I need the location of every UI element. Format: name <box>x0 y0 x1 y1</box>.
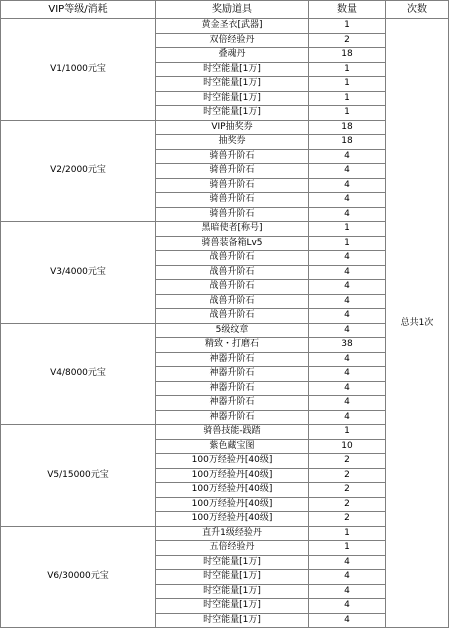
header-times: 次数 <box>386 1 449 19</box>
reward-item-cell: 时空能量[1万] <box>156 613 309 628</box>
quantity-cell: 4 <box>309 367 386 382</box>
quantity-cell: 1 <box>309 541 386 556</box>
reward-item-cell: 抽奖券 <box>156 135 309 150</box>
quantity-cell: 1 <box>309 425 386 440</box>
reward-item-cell: 双倍经验丹 <box>156 33 309 48</box>
quantity-cell: 4 <box>309 164 386 179</box>
quantity-cell: 4 <box>309 178 386 193</box>
quantity-cell: 2 <box>309 468 386 483</box>
reward-item-cell: 神器升阶石 <box>156 381 309 396</box>
table-row <box>1 120 449 135</box>
reward-item-cell: 5级纹章 <box>156 323 309 338</box>
reward-item-cell: 时空能量[1万] <box>156 91 309 106</box>
reward-item-cell: 五倍经验丹 <box>156 541 309 556</box>
header-vip-level: VIP等级/消耗 <box>1 1 156 19</box>
reward-item-cell: 战兽升阶石 <box>156 280 309 295</box>
quantity-cell: 1 <box>309 526 386 541</box>
quantity-cell: 2 <box>309 33 386 48</box>
reward-item-cell: 100万经验丹[40级] <box>156 512 309 527</box>
quantity-cell: 4 <box>309 265 386 280</box>
quantity-cell: 4 <box>309 323 386 338</box>
vip-tier-cell: V6/30000元宝 <box>1 526 156 628</box>
reward-item-cell: 骑兽升阶石 <box>156 178 309 193</box>
quantity-cell: 1 <box>309 77 386 92</box>
table-row <box>1 425 449 440</box>
reward-item-cell: 神器升阶石 <box>156 352 309 367</box>
reward-item-cell: 黑暗使者[称号] <box>156 222 309 237</box>
reward-item-cell: 骑兽升阶石 <box>156 149 309 164</box>
quantity-cell: 4 <box>309 396 386 411</box>
quantity-cell: 18 <box>309 135 386 150</box>
quantity-cell: 18 <box>309 48 386 63</box>
header-reward-item: 奖励道具 <box>156 1 309 19</box>
quantity-cell: 4 <box>309 381 386 396</box>
reward-item-cell: 100万经验丹[40级] <box>156 497 309 512</box>
reward-item-cell: 100万经验丹[40级] <box>156 468 309 483</box>
quantity-cell: 18 <box>309 120 386 135</box>
reward-item-cell: 时空能量[1万] <box>156 584 309 599</box>
vip-tier-cell: V5/15000元宝 <box>1 425 156 527</box>
quantity-cell: 4 <box>309 149 386 164</box>
table-row <box>1 323 449 338</box>
quantity-cell: 1 <box>309 62 386 77</box>
reward-item-cell: 时空能量[1万] <box>156 106 309 121</box>
reward-item-cell: 骑兽装备箱Lv5 <box>156 236 309 251</box>
reward-item-cell: 神器升阶石 <box>156 396 309 411</box>
reward-item-cell: 战兽升阶石 <box>156 294 309 309</box>
quantity-cell: 4 <box>309 555 386 570</box>
quantity-cell: 4 <box>309 309 386 324</box>
quantity-cell: 4 <box>309 584 386 599</box>
reward-item-cell: 战兽升阶石 <box>156 251 309 266</box>
reward-item-cell: 神器升阶石 <box>156 367 309 382</box>
quantity-cell: 2 <box>309 454 386 469</box>
reward-item-cell: VIP抽奖券 <box>156 120 309 135</box>
reward-item-cell: 直升1级经验丹 <box>156 526 309 541</box>
header-row <box>1 1 449 19</box>
reward-item-cell: 时空能量[1万] <box>156 62 309 77</box>
quantity-cell: 4 <box>309 193 386 208</box>
quantity-cell: 2 <box>309 497 386 512</box>
quantity-cell: 10 <box>309 439 386 454</box>
reward-item-cell: 时空能量[1万] <box>156 599 309 614</box>
reward-item-cell: 战兽升阶石 <box>156 265 309 280</box>
quantity-cell: 4 <box>309 570 386 585</box>
reward-item-cell: 骑兽升阶石 <box>156 193 309 208</box>
reward-item-cell: 时空能量[1万] <box>156 77 309 92</box>
quantity-cell: 38 <box>309 338 386 353</box>
quantity-cell: 4 <box>309 207 386 222</box>
reward-item-cell: 黄金圣衣[武器] <box>156 19 309 34</box>
quantity-cell: 4 <box>309 251 386 266</box>
vip-tier-cell: V1/1000元宝 <box>1 19 156 121</box>
table-row <box>1 526 449 541</box>
quantity-cell: 4 <box>309 410 386 425</box>
reward-item-cell: 骑兽升阶石 <box>156 164 309 179</box>
reward-item-cell: 战兽升阶石 <box>156 309 309 324</box>
reward-item-cell: 时空能量[1万] <box>156 555 309 570</box>
quantity-cell: 4 <box>309 280 386 295</box>
quantity-cell: 1 <box>309 91 386 106</box>
reward-item-cell: 100万经验丹[40级] <box>156 454 309 469</box>
reward-item-cell: 精致・打磨石 <box>156 338 309 353</box>
reward-item-cell: 100万经验丹[40级] <box>156 483 309 498</box>
quantity-cell: 1 <box>309 106 386 121</box>
quantity-cell: 4 <box>309 352 386 367</box>
table-row <box>1 222 449 237</box>
quantity-cell: 4 <box>309 294 386 309</box>
quantity-cell: 1 <box>309 19 386 34</box>
quantity-cell: 2 <box>309 512 386 527</box>
quantity-cell: 2 <box>309 483 386 498</box>
reward-item-cell: 骑兽技能-践踏 <box>156 425 309 440</box>
vip-tier-cell: V3/4000元宝 <box>1 222 156 324</box>
vip-tier-cell: V2/2000元宝 <box>1 120 156 222</box>
quantity-cell: 4 <box>309 599 386 614</box>
quantity-cell: 1 <box>309 236 386 251</box>
reward-item-cell: 紫色藏宝图 <box>156 439 309 454</box>
total-times-cell: 总共1次 <box>386 19 449 628</box>
quantity-cell: 1 <box>309 222 386 237</box>
reward-item-cell: 骑兽升阶石 <box>156 207 309 222</box>
quantity-cell: 4 <box>309 613 386 628</box>
reward-item-cell: 叠魂丹 <box>156 48 309 63</box>
reward-item-cell: 时空能量[1万] <box>156 570 309 585</box>
table-body <box>1 19 449 628</box>
table-row <box>1 19 449 34</box>
reward-item-cell: 神器升阶石 <box>156 410 309 425</box>
header-quantity: 数量 <box>309 1 386 19</box>
vip-tier-cell: V4/8000元宝 <box>1 323 156 425</box>
